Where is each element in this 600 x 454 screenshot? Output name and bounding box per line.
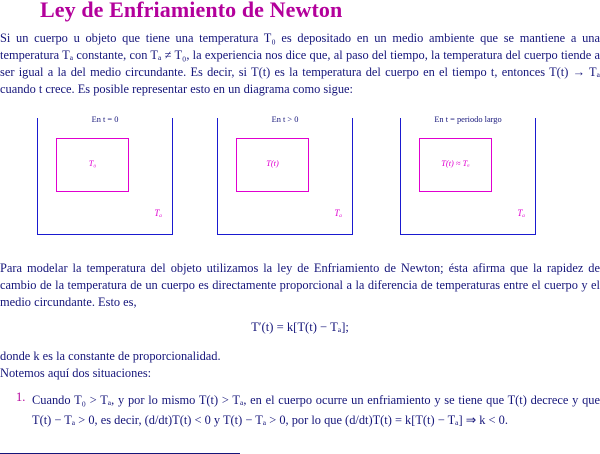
body-box [419,138,492,192]
diagram-caption: En t = 0 [91,115,119,124]
ambient-temperature-label: Tₐ [517,208,525,218]
page-title: Ley de Enfriamiento de Newton [40,0,343,22]
list-item: Cuando T₀ > Tₐ, y por lo mismo T(t) > Tₐ, en el cuerpo ocurre un enfriamiento y se tiene que T(t) decrece y que T(t) − Tₐ > 0, es decir, (d/dt)T(t) < 0 y T(t) − Tₐ > 0, por lo que (d/dt)T(t) = k[T(t) − Tₐ] ⇒ k < 0. [32,393,600,427]
diagram-long-period [400,115,536,235]
situations-line: Notemos aquí dos situaciones: [0,366,152,380]
body-box [56,138,129,192]
list-item-number: 1. [16,390,26,404]
body-box [236,138,309,192]
diagram-caption: En t > 0 [271,115,299,124]
model-paragraph: Para modelar la temperatura del objeto utilizamos la ley de Enfriamiento de Newton; ésta afirma que la rapidez de cambio de la temperatura de un cuerpo es directamente proporcional a la diferencia de temperaturas entre el cuerpo y el medio circundante. Esto es, [0,261,600,309]
newton-cooling-equation: T′(t) = k[T(t) − Tₐ]; [251,320,349,334]
constant-line: donde k es la constante de proporcionalidad. [0,349,221,363]
diagram-caption: En t = periodo largo [434,115,502,124]
diagram-t0 [37,115,173,235]
diagram-t-positive [217,115,353,235]
ambient-temperature-label: Tₐ [334,208,342,218]
body-temperature-label: T₀ [88,159,97,168]
ambient-temperature-label: Tₐ [154,208,162,218]
body-temperature-label: T(t) [266,159,279,168]
intro-paragraph: Si un cuerpo u objeto que tiene una temperatura T₀ es depositado en un medio ambiente que se mantiene a una temperatura Tₐ constante, con Tₐ ≠ T₀, la experiencia nos dice que, al paso del tiempo, la temperatura del cuerpo tiende a ser igual a la del medio circundante. Es decir, si T(t) es la temperatura del cuerpo en el tiempo t, entonces T(t) → Tₐ cuando t crece. Es posible representar esto en un diagrama como sigue: [0,31,600,96]
body-temperature-label: T(t) ≈ Tₐ [441,159,470,168]
